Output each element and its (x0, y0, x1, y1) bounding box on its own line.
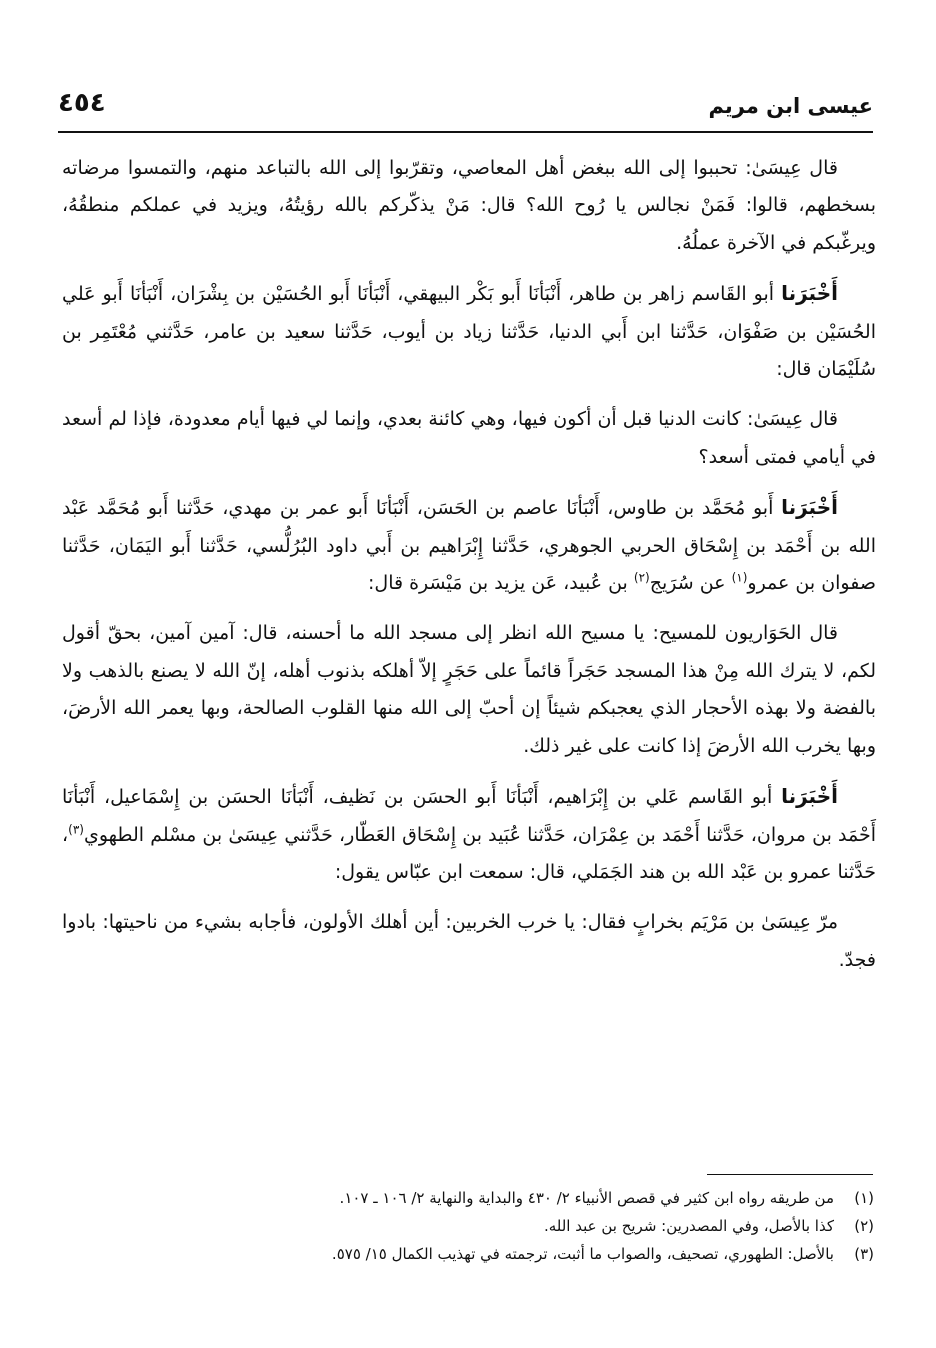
akhbarana-lead: أَخْبَرَنا (781, 281, 838, 306)
paragraph-isnad-1 (62, 275, 876, 388)
paragraph-text: أبو القَاسم زاهر بن طاهر، أَنْبَأنَا أَبو بَكْر البيهقي، أَنْبَأنَا أَبو الحُسَيْن بن بِشْرَان، أَنْبَأنَا أَبو عَلي الحُسَيْن بن صَفْوَان، حَدَّثنا ابن أَبي الدنيا، حَدَّثنا زياد بن أيوب، حَدَّثنا سعيد بن عامر، حَدَّثني مُعْتَمِر بن سُلَيْمَان قال: (62, 283, 876, 381)
header-rule (58, 131, 873, 133)
paragraph-text: مرّ عِيسَىٰ بن مَرْيَم بخرابٍ فقال: يا خرب الخربين: أين أهلك الأولون، فأجابه بشيء من ناحيتها: بادوا فجدّ. (62, 911, 876, 971)
paragraph-text: بن عُبيد، عَن يزيد بن مَيْسَرة قال: (367, 572, 634, 595)
paragraph-text: عن سُرَيج (649, 572, 732, 595)
akhbarana-lead: أَخْبَرَنا (781, 784, 838, 809)
page-header (58, 88, 873, 132)
running-title: عيسى ابن مريم (708, 94, 873, 118)
paragraph-text: ، حَدَّثنا عمرو بن عَبْد الله بن هند الجَمَلي، قال: سمعت ابن عبّاس يقول: (62, 823, 876, 883)
footnote-ref-1: (١) (731, 570, 748, 585)
paragraph-text: قال الحَوَاريون للمسيح: يا مسيح الله انظر إلى مسجد الله ما أحسنه، قال: آمين آمين، بحقّ أقول لكم، لا يترك الله مِنْ هذا المسجد حَجَراً قائماً على حَجَرٍ إلاّ أهلكه بذنوب أهله، إنّ الله لا يصنع بالذهب ولا بالفضة ولا بهذه الأحجار الذي يعجبكم شيئاً إن أحبّ إلى الله منها القلوب الصالحة، وبها يعمر الله الأرضَ، وبها يخرب الله الأرضَ إذا كانت على غير ذلك. (62, 622, 876, 757)
footnote-number: (٢) (854, 1217, 874, 1235)
footnote-text: كذا بالأصل، وفي المصدرين: شريح بن عبد الله. (543, 1217, 834, 1235)
paragraph-text: قال عِيسَىٰ: تحببوا إلى الله ببغض أهل المعاصي، وتقرّبوا إلى الله بالتباعد منهم، والتمسوا مرضاته بسخطهم، قالوا: فَمَنْ نجالس يا رُوح الله؟ قال: مَنْ يذكّركم بالله رؤيتُهُ، ويزيد في عملكم منطقُهُ، ويرغّبكم في الآخرة عملُهُ. (62, 157, 876, 254)
footnote-number: (٣) (854, 1245, 874, 1263)
footnote-ref-3: (٣) (68, 822, 84, 837)
footnote-text: من طريقه رواه ابن كثير في قصص الأنبياء ٢/ ٤٣٠ والبداية والنهاية ٢/ ١٠٦ ـ ١٠٧. (339, 1189, 834, 1207)
paragraph-isnad-2 (62, 489, 876, 602)
footnote-ref-2: (٢) (633, 570, 650, 585)
paragraph-quote-3 (62, 615, 876, 765)
footnote-2 (190, 1212, 874, 1240)
footnote-separator (707, 1174, 873, 1175)
paragraph-quote-1 (62, 150, 876, 262)
page-number: ٤٥٤ (58, 88, 106, 118)
akhbarana-lead: أَخْبَرَنا (781, 495, 838, 520)
paragraph-quote-4 (62, 904, 876, 979)
paragraph-quote-2 (62, 401, 876, 476)
paragraph-text: أَبو مُحَمَّد بن طاوس، أَنْبَأنَا عاصم بن الحَسَن، أَنْبَأنَا أَبو عمر بن مهدي، حَدَّثنا أَبو مُحَمَّد عَبْد الله بن أَحْمَد بن إِسْحَاق الحربي الجوهري، حَدَّثنا إِبْرَاهيم بن أَبي داود البُرُلُّسي، حَدَّثنا أَبو اليَمَان، حَدَّثنا صفوان بن عمرو (62, 497, 876, 595)
paragraph-isnad-3 (62, 778, 876, 891)
paragraph-text: قال عِيسَىٰ: كانت الدنيا قبل أن أكون فيها، وهي كائنة بعدي، وإنما لي فيها أيام معدودة، فإذا لم أسعد في أيامي فمتى أسعد؟ (62, 408, 876, 468)
footnote-number: (١) (854, 1189, 874, 1207)
footnote-3 (190, 1240, 874, 1268)
footnote-text: بالأصل: الطهوري، تصحيف، والصواب ما أثبت، ترجمته في تهذيب الكمال ١٥/ ٥٧٥. (331, 1245, 834, 1263)
main-text (62, 150, 876, 979)
footnotes (190, 1184, 874, 1268)
footnote-1 (190, 1184, 874, 1212)
paragraph-text: أبو القَاسم عَلي بن إِبْرَاهيم، أَنْبَأنَا أَبو الحسَن بن نَظيف، أَنْبَأنَا الحسَن بن إِسْمَاعيل، أَنْبَأنَا أَحْمَد بن مروان، حَدَّثنا أَحْمَد بن عِمْرَان، حَدَّثنا عُبَيد بن إِسْحَاق العَطّار، حَدَّثني عِيسَىٰ بن مسْلم الطهوي (62, 786, 876, 846)
